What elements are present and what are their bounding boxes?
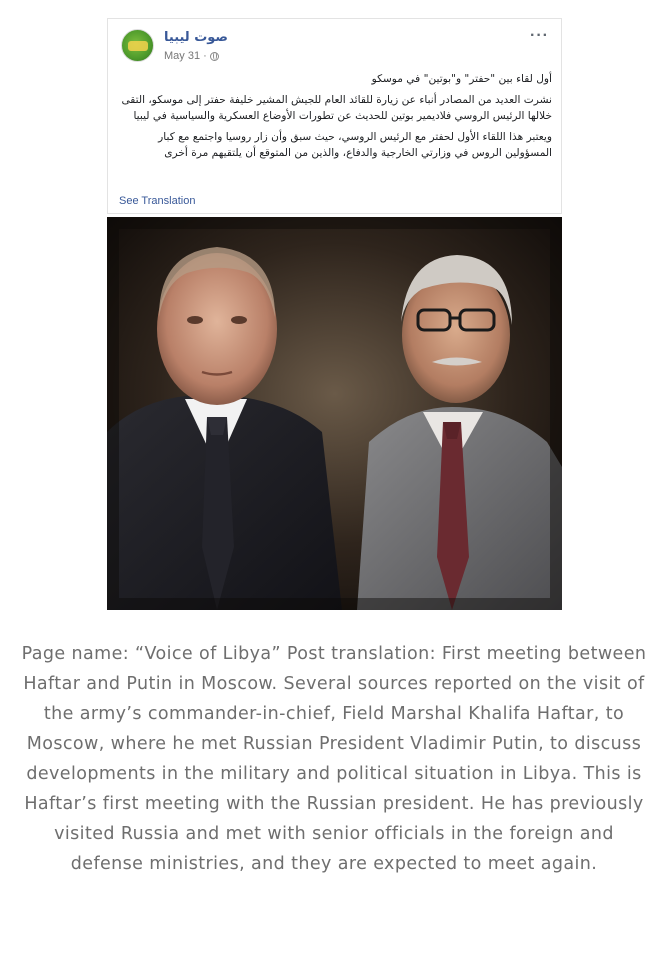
post-text xyxy=(118,71,552,166)
page-name[interactable]: صوت ليبيا xyxy=(164,30,228,45)
globe-icon xyxy=(210,52,219,61)
post-title: أول لقاء بين "حفتر" و"بوتين" في موسكو xyxy=(371,73,552,85)
caption-text: Page name: “Voice of Libya” Post translation: First meeting between Haftar and Putin in Moscow. Several sources reported on the visit of the army’s commander-in-chief, Field Marshal Khalifa Haftar, to Moscow, where he met Russian President Vladimir Putin, to discuss developments in the military and political situation in Libya. This is Haftar’s first meeting with the Russian president. He has previously visited Russia and met with senior officials in the foreign and defense ministries, and they are expected to meet again. xyxy=(21,644,647,874)
post-meta xyxy=(164,50,219,62)
page-avatar[interactable] xyxy=(121,29,154,62)
post-paragraph: ويعتبر هذا اللقاء الأول لحفتر مع الرئيس الروسي، حيث سبق وأن زار روسيا واجتمع مع كبار المسؤولين الروس في وزارتي الخارجية والدفاع، والذين من المتوقع أن يلتقيهم مرة أخرى xyxy=(158,131,552,159)
post-date[interactable]: May 31 · xyxy=(164,50,207,62)
post-paragraph: نشرت العديد من المصادر أنباء عن زيارة للقائد العام للجيش المشير خليفة حفتر إلى موسكو، التقى خلالها الرئيس الروسي فلاديمير بوتين للحديث عن تطورات الأوضاع العسكرية والسياسية في ليبيا xyxy=(121,94,552,122)
post-photo-image xyxy=(107,217,562,610)
facebook-post-card xyxy=(107,18,562,214)
page-logo-mark xyxy=(128,41,148,51)
see-translation-link[interactable]: See Translation xyxy=(119,195,196,207)
more-options-icon[interactable]: ··· xyxy=(530,27,549,44)
post-photo[interactable] xyxy=(107,217,562,610)
